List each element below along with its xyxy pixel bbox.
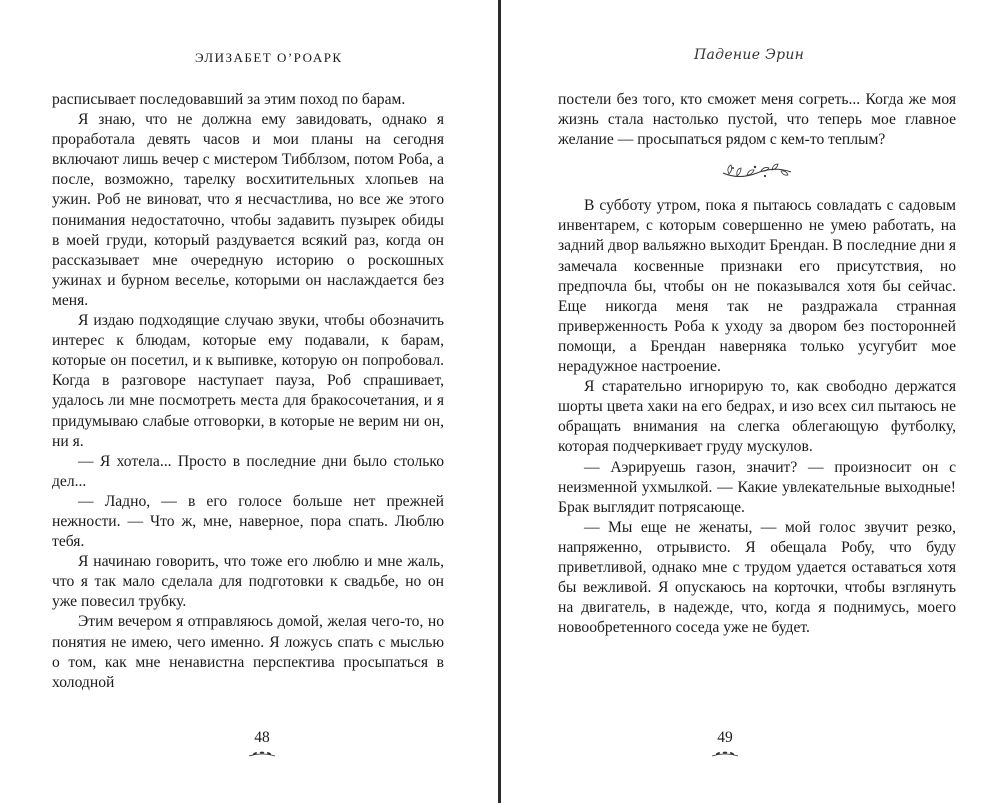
right-page <box>501 0 1000 803</box>
right-page-text <box>558 90 956 638</box>
running-header-author: ЭЛИЗАБЕТ О’РОАРК <box>195 50 343 65</box>
running-header-title: Падение Эрин <box>694 47 805 63</box>
paragraph: — Я хотела... Просто в последние дни было столько дел... <box>52 452 444 490</box>
paragraph: В субботу утром, пока я пытаюсь совладать с садовым инвентарем, с которым совершенно не умею работать, на задний двор вальяжно выходит Брендан. В последние дни я замечала косвенные признаки его присутствия, но предпочла бы, чтобы он не показывался хотя бы сейчас. Еще никогда меня так не раздражала странная приверженность Роба к уходу за двором без посторонней помощи, а Брендан наверняка только усугубит мое нерадужное настроение. <box>558 197 956 376</box>
paragraph: Я старательно игнорирую то, как свободно держатся шорты цвета хаки на его бедрах, и изо всех сил пытаюсь не обращать внимания на слегка облегающую футболку, которая подчеркивает груду мускулов. <box>558 378 956 456</box>
paragraph: Я начинаю говорить, что тоже его люблю и мне жаль, что я так мало сделала для подготовки к свадьбе, но он уже повесил трубку. <box>52 553 444 611</box>
paragraph: Этим вечером я отправляюсь домой, желая чего-то, но понятия не имею, чего именно. Я ложусь спать с мыслью о том, как мне ненавистна перспектива просыпаться в холодной <box>52 613 444 691</box>
left-page-text <box>52 90 444 693</box>
paragraph: Я издаю подходящие случаю звуки, чтобы обозначить интерес к блюдам, которые ему подавали, к барам, которые он посетил, и к выпивке, которую он попробовал. Когда в разговоре наступает пауза, Роб спрашивает, удалось ли мне посмотреть места для бракосочетания, и я придумываю слабые отговорки, в которые не верим ни он, ни я. <box>52 312 444 450</box>
paragraph: расписывает последовавший за этим поход по барам. <box>52 91 406 108</box>
paragraph: — Мы еще не женаты, — мой голос звучит резко, напряженно, отрывисто. Я обещала Робу, что буду приветливой, однако мне с трудом удается оставаться хотя бы вежливой. Я опускаюсь на корточки, чтобы взглянуть на двигатель, в надежде, что, когда я поднимусь, моего новообретенного соседа уже не будет. <box>558 518 956 637</box>
leaf-sprig-icon <box>695 749 755 759</box>
paragraph: — Ладно, — в его голосе больше нет прежней нежности. — Что ж, мне, наверное, пора спать. Люблю тебя. <box>52 492 444 551</box>
paragraph: — Аэрируешь газон, значит? — произносит он с неизменной ухмылкой. — Какие увлекательные выходные! Брак выглядит потрясающе. <box>558 458 956 516</box>
page-number: 49 <box>717 729 733 746</box>
paragraph: Я знаю, что не должна ему завидовать, однако я проработала девять часов и мои планы на сегодня включают лишь вечер с мистером Тибблзом, потом Роба, а после, возможно, тарелку восхитительных хлопьев на ужин. Роб не виноват, что я несчастлива, но все же этого понимания недостаточно, чтобы задавить пузырек обиды в моей груди, который раздувается всякий раз, когда он рассказывает мне очередную историю о роскошных ужинах и бурном веселье, которыми он наслаждается без меня. <box>52 111 444 309</box>
paragraph: постели без того, кто сможет меня согреть... Когда же моя жизнь стала настолько пустой, что теперь мое главное желание — просыпаться рядом с кем-то теплым? <box>558 91 956 149</box>
leaf-sprig-icon <box>232 749 292 759</box>
left-page <box>0 0 499 803</box>
page-number: 48 <box>254 729 270 746</box>
floral-vine-icon <box>558 152 956 190</box>
